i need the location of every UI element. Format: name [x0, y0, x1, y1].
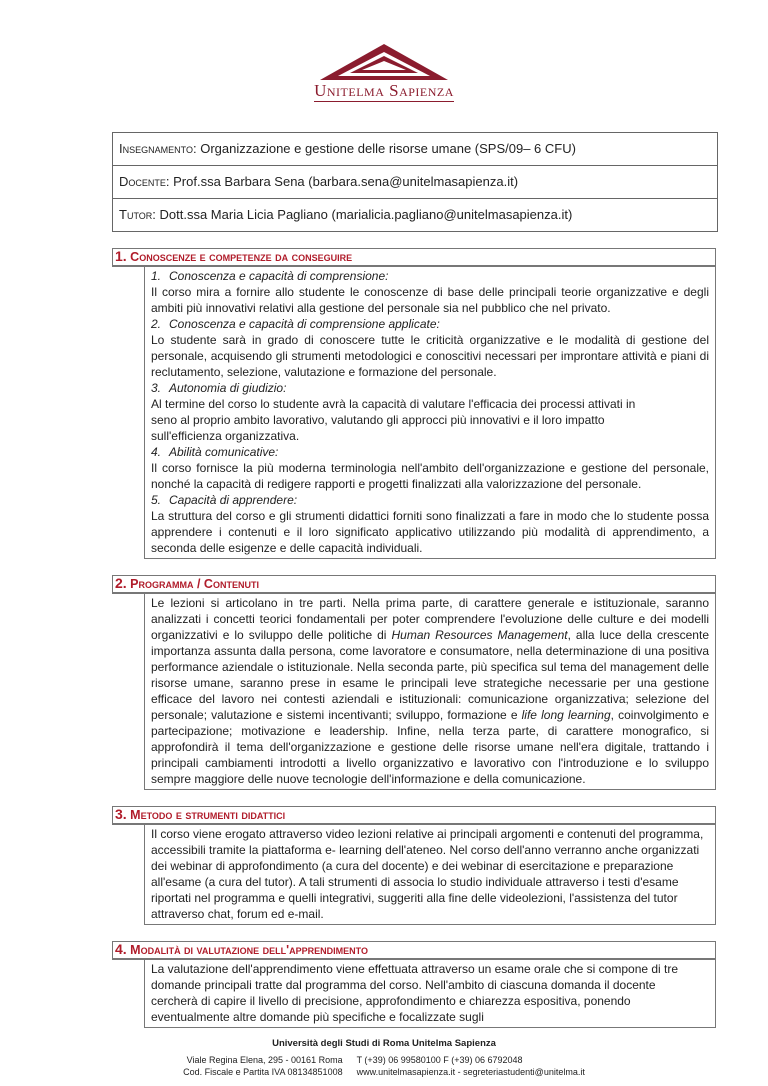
section-heading [112, 248, 716, 267]
footer-web: www.unitelmasapienza.it - segreteriastudenti@unitelma.it [356, 1067, 585, 1077]
tutor-label: Tutor [119, 207, 153, 222]
section-title: Metodo e strumenti didattici [130, 808, 286, 822]
footer-fiscal: Cod. Fiscale e Partita IVA 08134851008 [183, 1067, 343, 1077]
section-heading [112, 806, 716, 825]
section-assessment [112, 941, 716, 1028]
item-title: 3. Autonomia di giudizio: [151, 381, 287, 395]
item-text: Al termine del corso lo studente avrà la capacità di valutare l'efficacia dei processi attivati in seno al proprio ambito lavorativo, valutando gli approcci più innovativi e il loro impatto sull'efficienza organizzativa. [151, 397, 636, 443]
insegnamento-row: Insegnamento: Organizzazione e gestione delle risorse umane (SPS/09– 6 CFU) [113, 133, 717, 166]
logo-text: Unitelma Sapienza [314, 81, 454, 100]
item-title: 2. Conoscenza e capacità di comprensione applicate: [151, 317, 440, 331]
item-text: La struttura del corso e gli strumenti didattici forniti sono finalizzati a fare in modo che lo studente possa apprendere i contenuti e il loro significato applicativo utilizzando più modalità di apprendimento, a seconda delle esigenze e delle capacità individuali. [151, 509, 709, 555]
section-number: 3. [115, 806, 127, 822]
item-text: Il corso fornisce la più moderna terminologia nell'ambito dell'organizzazione e gestione del personale, nonché la capacità di redigere rapporti e progetti finalizzati alla valorizzazione del personale. [151, 461, 709, 491]
section-body: Le lezioni si articolano in tre parti. Nella prima parte, di carattere generale e istituzionale, saranno analizzati i concetti teorici fondamentali per poter comprendere l'evoluzione delle culture e dei modelli organizzativi e lo sviluppo delle politiche di Human Resources Management, alla luce della crescente importanza assunta dalla persona, come lavoratore e consumatore, nella determinazione di una positiva performance aziendale o istituzionale. Nella seconda parte, più specifica sul tema del management delle risorse umane, saranno prese in esame le principali leve strategiche necessarie per una gestione efficace del lavoro nei contesti aziendali e istituzionali: comunicazione organizzativa; selezione del personale; valutazione e sistemi incentivanti; sviluppo, formazione e life long learning, coinvolgimento e partecipazione; motivazione e leadership. Infine, nella terza parte, di carattere monografico, si approfondirà il tema dell'organizzazione e gestione delle risorse umane nell'era digitale, trattando i principali cambiamenti introdotti a livello organizzativo e lavorativo con l'introduzione e lo sviluppo sempre maggiore delle nuove tecnologie dell'informazione e della comunicazione. [144, 594, 716, 790]
insegnamento-label: Insegnamento [119, 141, 193, 156]
section-body: La valutazione dell'apprendimento viene effettuata attraverso un esame orale che si compone di tre domande principali tratte dal programma del corso. Nell'ambito di ciascuna domanda il docente cercherà di capire il livello di precisione, approfondimento e chiarezza espositiva, ponendo eventualmente altre domande più specifiche e focalizzate sugli [144, 960, 716, 1028]
section-title: Programma / Contenuti [130, 577, 259, 591]
item-text: Lo studente sarà in grado di conoscere tutte le criticità organizzative e le modalità di gestione del personale, acquisendo gli strumenti metodologici e conoscitivi necessari per improntare attività e piani di reclutamento, selezione, valutazione e formazione del personale. [151, 333, 709, 379]
university-logo [284, 42, 484, 108]
section-number: 1. [115, 248, 127, 264]
page-footer [0, 1038, 768, 1078]
section-teaching-method [112, 806, 716, 925]
section-number: 4. [115, 941, 127, 957]
item-text: Il corso mira a fornire allo studente le conoscenze di base delle principali teorie organizzative e degli ambiti più innovativi relativi alla gestione del personale sia nel pubblico che nel privato. [151, 285, 709, 315]
docente-value: Prof.ssa Barbara Sena (barbara.sena@unitelmasapienza.it) [173, 174, 519, 189]
tutor-row: Tutor: Dott.ssa Maria Licia Pagliano (marialicia.pagliano@unitelmasapienza.it) [119, 207, 573, 222]
docente-row: Docente: Prof.ssa Barbara Sena (barbara.sena@unitelmasapienza.it) [113, 166, 717, 199]
logo-roof-icon [318, 42, 450, 82]
item-title: 4. Abilità comunicative: [151, 445, 279, 459]
footer-phone: T (+39) 06 99580100 F (+39) 06 6792048 [356, 1055, 523, 1065]
item-title: 5. Capacità di apprendere: [151, 493, 298, 507]
section-number: 2. [115, 575, 127, 591]
tutor-value: Dott.ssa Maria Licia Pagliano (marialicia.pagliano@unitelmasapienza.it) [159, 207, 573, 222]
section-learning-outcomes [112, 248, 716, 559]
insegnamento-value: Organizzazione e gestione delle risorse umane (SPS/09– 6 CFU) [200, 141, 576, 156]
section-heading [112, 575, 716, 594]
section-title: Modalità di valutazione dell'apprendimento [130, 943, 368, 957]
section-program [112, 575, 716, 790]
item-title: 1. Conoscenza e capacità di comprensione: [151, 269, 389, 283]
section-body: Il corso viene erogato attraverso video lezioni relative ai principali argomenti e contenuti del programma, accessibili tramite la piattaforma e- learning dell'ateneo. Nel corso dell'anno verranno anche organizzati dei webinar di approfondimento (a cura del docente) e dei webinar di esercitazione e preparazione all'esame (a cura del tutor). A tali strumenti di associa lo studio individuale attraverso i testi d'esame riportati nel programma e quelli integrativi, suggeriti alla fine delle videolezioni, l'assistenza del tutor attraverso chat, forum ed e-mail. [144, 825, 716, 925]
section-heading [112, 941, 716, 960]
docente-label: Docente [119, 174, 166, 189]
footer-university: Università degli Studi di Roma Unitelma Sapienza [272, 1038, 496, 1049]
section-body [144, 267, 716, 559]
course-info-table [112, 132, 718, 232]
section-title: Conoscenze e competenze da conseguire [130, 250, 353, 264]
footer-address: Viale Regina Elena, 295 - 00161 Roma [186, 1055, 343, 1065]
